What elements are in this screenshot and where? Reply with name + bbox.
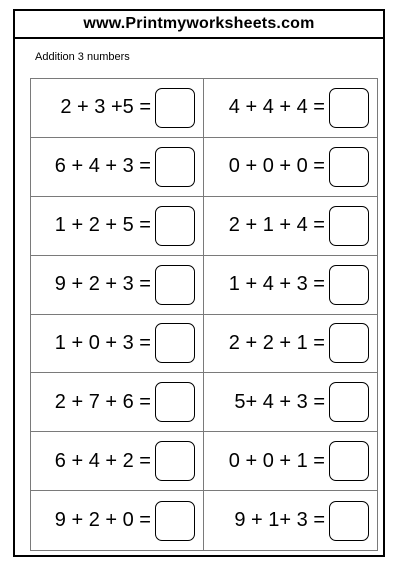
problem-expression: 2 + 7 + 6 =: [54, 390, 151, 413]
problem-grid: [30, 78, 378, 551]
problem-cell: [31, 373, 204, 432]
problem-expression: 9 + 2 + 3 =: [54, 273, 151, 296]
problem-cell: [31, 138, 204, 197]
answer-box[interactable]: [155, 265, 195, 305]
problem-expression: 4 + 4 + 4 =: [228, 96, 325, 119]
answer-box[interactable]: [329, 441, 369, 481]
answer-box[interactable]: [155, 501, 195, 541]
answer-box[interactable]: [329, 206, 369, 246]
problem-expression: 1 + 0 + 3 =: [54, 331, 151, 354]
problem-expression: 2 + 3 +5 =: [60, 96, 151, 119]
answer-box[interactable]: [329, 501, 369, 541]
problem-expression: 1 + 4 + 3 =: [228, 273, 325, 296]
problem-cell: [204, 373, 377, 432]
problem-expression: 9 + 2 + 0 =: [54, 509, 151, 532]
problem-cell: [31, 315, 204, 374]
worksheet-title: Addition 3 numbers: [35, 51, 130, 63]
answer-box[interactable]: [329, 147, 369, 187]
problem-cell: [204, 315, 377, 374]
answer-box[interactable]: [155, 147, 195, 187]
answer-box[interactable]: [155, 323, 195, 363]
worksheet-page: [13, 9, 385, 557]
problem-expression: 6 + 4 + 2 =: [54, 449, 151, 472]
problem-cell: [31, 79, 204, 138]
problem-expression: 0 + 0 + 0 =: [228, 155, 325, 178]
problem-cell: [204, 197, 377, 256]
problem-expression: 2 + 2 + 1 =: [228, 331, 325, 354]
problem-expression: 2 + 1 + 4 =: [228, 214, 325, 237]
answer-box[interactable]: [155, 88, 195, 128]
problem-cell: [204, 491, 377, 550]
problem-cell: [31, 256, 204, 315]
problem-cell: [31, 491, 204, 550]
answer-box[interactable]: [329, 382, 369, 422]
problem-expression: 9 + 1+ 3 =: [234, 509, 325, 532]
problem-cell: [31, 432, 204, 491]
problem-cell: [204, 138, 377, 197]
answer-box[interactable]: [329, 265, 369, 305]
problem-expression: 5+ 4 + 3 =: [234, 390, 325, 413]
problem-cell: [204, 256, 377, 315]
problem-expression: 1 + 2 + 5 =: [54, 214, 151, 237]
problem-cell: [204, 432, 377, 491]
answer-box[interactable]: [155, 441, 195, 481]
problem-expression: 6 + 4 + 3 =: [54, 155, 151, 178]
problem-expression: 0 + 0 + 1 =: [228, 449, 325, 472]
answer-box[interactable]: [329, 323, 369, 363]
answer-box[interactable]: [155, 382, 195, 422]
answer-box[interactable]: [329, 88, 369, 128]
site-header: www.Printmyworksheets.com: [15, 11, 383, 39]
problem-cell: [31, 197, 204, 256]
answer-box[interactable]: [155, 206, 195, 246]
problem-cell: [204, 79, 377, 138]
